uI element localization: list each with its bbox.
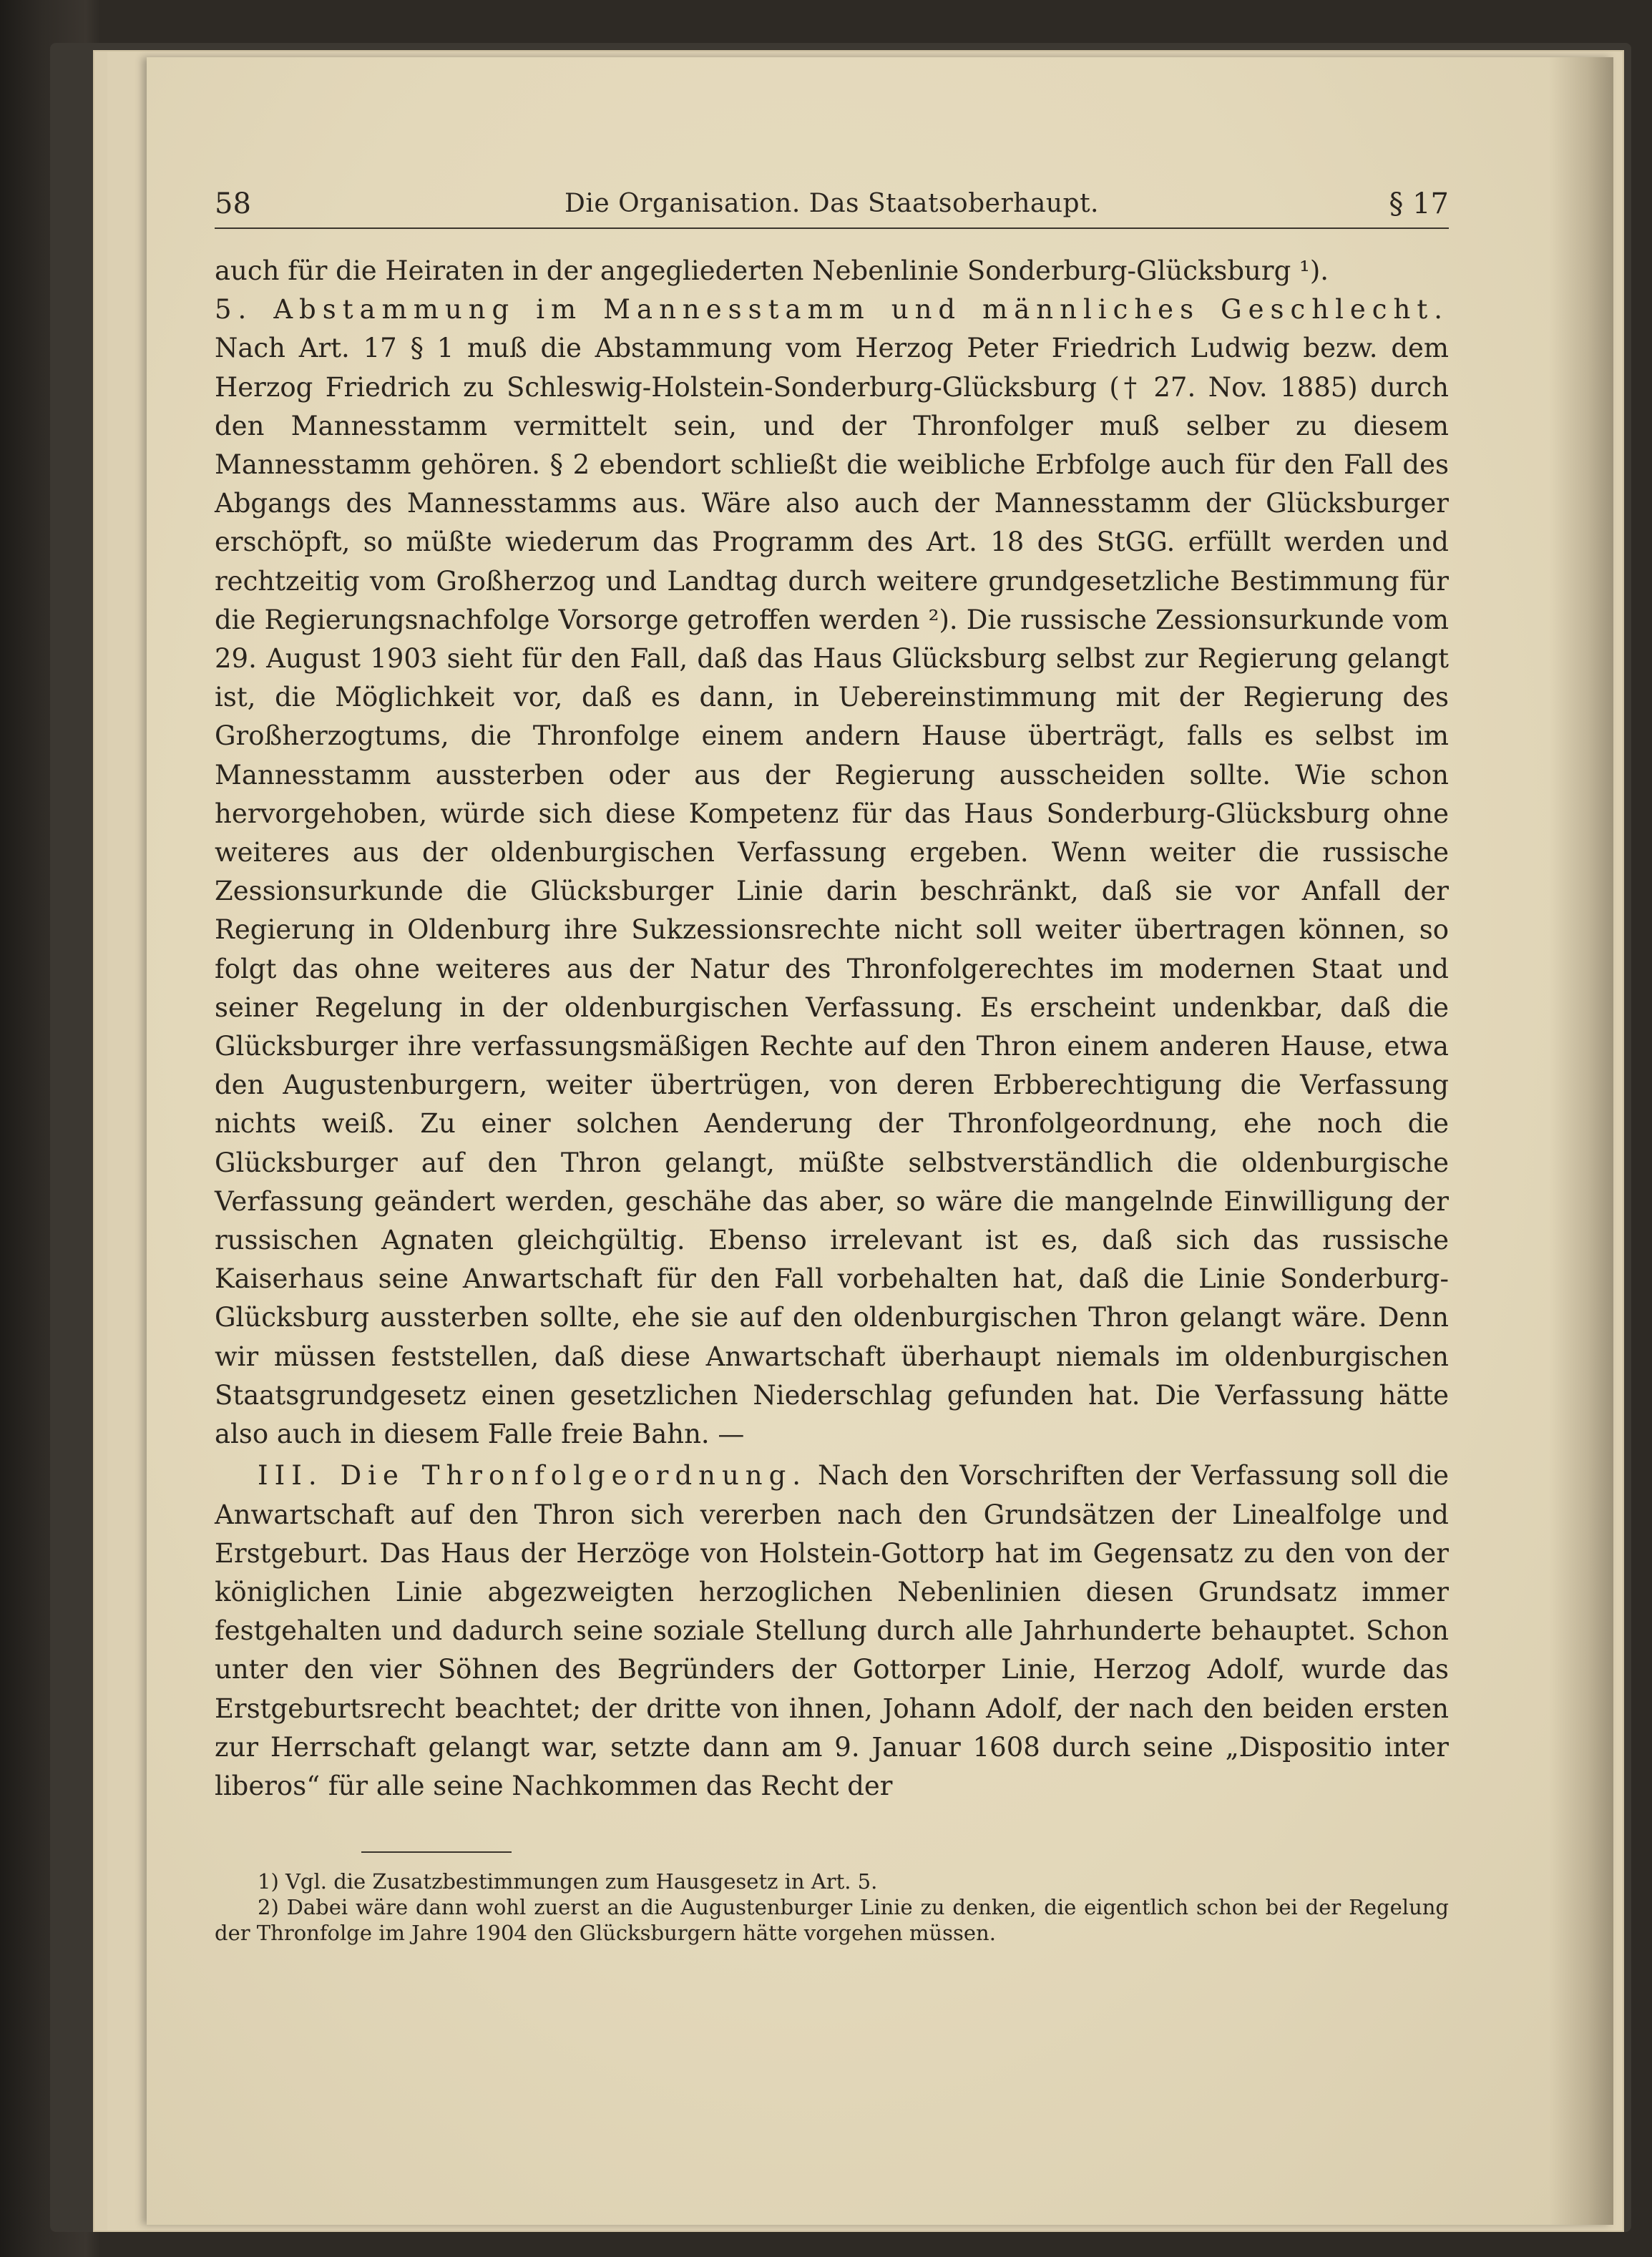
section-marker: § 17 bbox=[1389, 187, 1449, 220]
footnote-1: 1) Vgl. die Zusatzbestimmungen zum Hausgesetz in Art. 5. bbox=[258, 1869, 878, 1894]
running-title: Die Organisation. Das Staatsoberhaupt. bbox=[564, 189, 1099, 218]
footnote-2: 2) Dabei wäre dann wohl zuerst an die Augustenburger Linie zu denken, die eigentlich schon bei der Regelung der Thronfolge im Jahre 1904 den Glücksburgern hätte vorgehen müssen. bbox=[215, 1895, 1449, 1945]
paragraph-lead: 5. Abstammung im Mannesstamm und männliches Geschlecht. bbox=[215, 294, 1449, 325]
paragraph-text: Nach Art. 17 § 1 muß die Abstammung vom Herzog Peter Friedrich Ludwig bezw. dem Herzog Friedrich zu Schleswig-Holstein-Sonderburg-Glücksburg († 27. Nov. 1885) durch den Mannesstamm vermittelt sein, und der Thronfolger muß selber zu diesem Mannesstamm gehören. § 2 ebendort schließt die weibliche Erbfolge auch für den Fall des Abgangs des Mannesstamms aus. Wäre also auch der Mannesstamm der Glücksburger erschöpft, so müßte wiederum das Programm des Art. 18 des StGG. erfüllt werden und rechtzeitig vom Großherzog und Landtag durch weitere grundgesetzliche Bestimmung für die Regierungsnachfolge Vorsorge getroffen werden ²). Die russische Zessionsurkunde vom 29. August 1903 sieht für den Fall, daß das Haus Glücksburg selbst zur Regierung gelangt ist, die Möglichkeit vor, daß es dann, in Uebereinstimmung mit der Regierung des Großherzogtums, die Thronfolge einem andern Hause überträgt, falls es selbst im Mannesstamm aussterben oder aus der Regierung ausscheiden sollte. Wie schon hervorgehoben, würde sich diese Kompetenz für das Haus Sonderburg-Glücksburg ohne weiteres aus der oldenburgischen Verfassung ergeben. Wenn weiter die russische Zessionsurkunde die Glücksburger Linie darin beschränkt, daß sie vor Anfall der Regierung in Oldenburg ihre Sukzessionsrechte nicht soll weiter übertragen können, so folgt das ohne weiteres aus der Natur des Thronfolgerechtes im modernen Staat und seiner Regelung in der oldenburgischen Verfassung. Es erscheint undenkbar, daß die Glücksburger ihre verfassungsmäßigen Rechte auf den Thron einem anderen Hause, etwa den Augustenburgern, weiter übertrügen, von deren Erbberechtigung die Verfassung nichts weiß. Zu einer solchen Aenderung der Thronfolgeordnung, ehe noch die Glücksburger auf den Thron gelangt, müßte selbstverständlich die oldenburgische Verfassung geändert werden, geschähe das aber, so wäre die mangelnde Einwilligung der russischen Agnaten gleichgültig. Ebenso irrelevant ist es, daß sich das russische Kaiserhaus seine Anwartschaft für den Fall vorbehalten hat, daß die Linie Sonderburg-Glücksburg aussterben sollte, ehe sie auf den oldenburgischen Thron gelangt wäre. Denn wir müssen feststellen, daß diese Anwartschaft überhaupt niemals im oldenburgischen Staatsgrundgesetz einen gesetzlichen Niederschlag gefunden hat. Die Verfassung hätte also auch in diesem Falle freie Bahn. — bbox=[215, 333, 1449, 1450]
running-head bbox=[215, 185, 1449, 229]
footnote-divider bbox=[361, 1851, 512, 1853]
page-number: 58 bbox=[215, 187, 251, 220]
paragraph-abstammung bbox=[215, 290, 1449, 1454]
paragraph-continuation bbox=[215, 252, 1449, 290]
footnotes bbox=[215, 1869, 1449, 1946]
paragraph-lead: III. Die Thronfolgeordnung. bbox=[258, 1460, 808, 1492]
paragraph-thronfolgeordnung bbox=[215, 1456, 1449, 1806]
paragraph-text: Nach den Vorschriften der Verfassung soll die Anwartschaft auf den Thron sich vererben nach den Grundsätzen der Linealfolge und Erstgeburt. Das Haus der Herzöge von Holstein-Gottorp hat im Gegensatz zu den von der königlichen Linie abgezweigten herzoglichen Nebenlinien diesen Grundsatz immer festgehalten und dadurch seine soziale Stellung durch alle Jahrhunderte behauptet. Schon unter den vier Söhnen des Begründers der Gottorper Linie, Herzog Adolf, wurde das Erstgeburtsrecht beachtet; der dritte von ihnen, Johann Adolf, der nach den beiden ersten zur Herrschaft gelangt war, setzte dann am 9. Januar 1608 durch seine „Dispositio inter liberos“ für alle seine Nachkommen das Recht der bbox=[215, 1460, 1450, 1801]
body-text bbox=[215, 252, 1449, 1806]
page-gutter-shadow bbox=[1549, 57, 1613, 2225]
paragraph-text: auch für die Heiraten in der angegliederten Nebenlinie Sonderburg-Glücksburg ¹). bbox=[215, 255, 1329, 286]
